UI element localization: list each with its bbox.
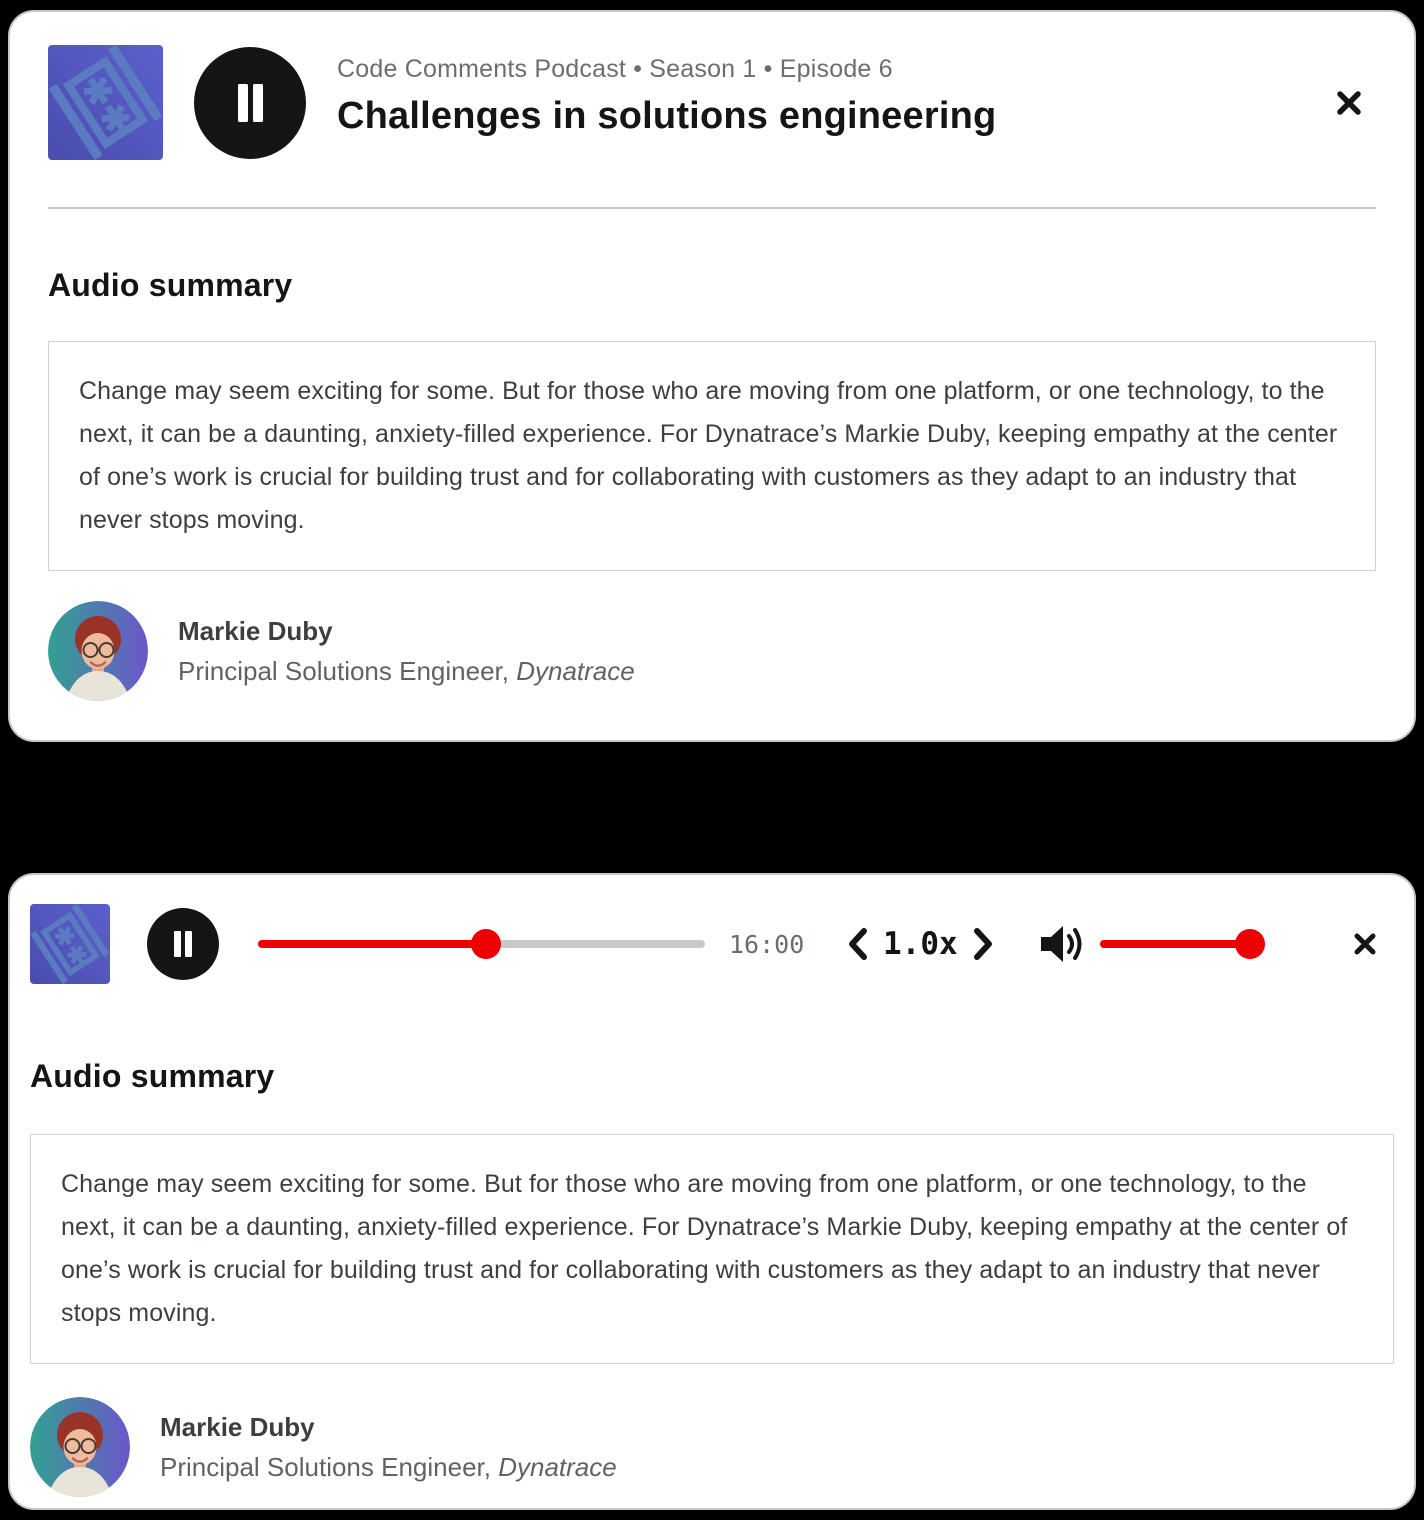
- progress-knob[interactable]: [471, 929, 501, 959]
- volume-knob[interactable]: [1235, 929, 1265, 959]
- author-name: Markie Duby: [178, 615, 333, 646]
- rate-increase-button[interactable]: [972, 927, 994, 961]
- podcast-eyebrow: Code Comments Podcast • Season 1 • Episode 6: [337, 55, 893, 83]
- progress-slider[interactable]: [258, 928, 705, 960]
- audio-summary-box: [48, 341, 1376, 571]
- author-company: Dynatrace: [498, 1451, 617, 1482]
- podcast-artwork: [48, 45, 163, 160]
- author-role: [178, 656, 635, 687]
- author-row: [30, 1397, 1394, 1497]
- episode-title: Challenges in solutions engineering: [337, 95, 997, 137]
- playback-rate-value: 1.0x: [883, 926, 958, 962]
- audio-summary-heading: Audio summary: [30, 1058, 275, 1094]
- expanded-player-card: [8, 10, 1416, 742]
- podcast-artwork-icon: [30, 904, 110, 984]
- volume-slider[interactable]: [1100, 928, 1250, 960]
- audio-summary-text: Change may seem exciting for some. But for those who are moving from one platform, or one technology, to the next, it can be a daunting, anxiety-filled experience. For Dynatrace’s Markie Duby, keeping empathy at the center of one’s work is crucial for building trust and for collaborating with customers as they adapt to an industry that never stops moving.: [61, 1170, 1348, 1327]
- speaker-icon: [1038, 923, 1086, 965]
- pause-icon: [230, 83, 270, 123]
- elapsed-time: 16:00: [729, 929, 805, 959]
- person-portrait-icon: [30, 1397, 130, 1497]
- close-button[interactable]: [1333, 87, 1365, 119]
- audio-summary-heading: Audio summary: [48, 267, 293, 303]
- avatar: [30, 1397, 130, 1497]
- author-row: [48, 601, 1376, 701]
- author-role-title: Principal Solutions Engineer,: [160, 1451, 499, 1482]
- audio-summary-box: [30, 1134, 1394, 1364]
- pause-button[interactable]: [194, 47, 306, 159]
- audio-summary-text: Change may seem exciting for some. But for those who are moving from one platform, or one technology, to the next, it can be a daunting, anxiety-filled experience. For Dynatrace’s Markie Duby, keeping empathy at the center of one’s work is crucial for building trust and for collaborating with customers as they adapt to an industry that never stops moving.: [79, 377, 1338, 534]
- author-text: [178, 616, 635, 687]
- episode-title-block: [337, 45, 996, 138]
- person-portrait-icon: [48, 601, 148, 701]
- compact-player-card: [8, 873, 1416, 1510]
- author-company: Dynatrace: [516, 655, 635, 686]
- close-icon: [1349, 928, 1381, 960]
- author-role-title: Principal Solutions Engineer,: [178, 655, 517, 686]
- progress-fill: [258, 940, 486, 948]
- author-role: [160, 1452, 617, 1483]
- avatar: [48, 601, 148, 701]
- compact-player-controls: [30, 903, 1394, 985]
- close-button[interactable]: [1349, 928, 1381, 960]
- rate-decrease-button[interactable]: [847, 927, 869, 961]
- expanded-player-header: [48, 45, 1376, 160]
- playback-rate-control: [847, 926, 994, 962]
- pause-icon: [169, 930, 197, 958]
- pause-button[interactable]: [147, 908, 219, 980]
- volume-fill: [1100, 940, 1250, 948]
- author-text: [160, 1412, 617, 1483]
- podcast-artwork-icon: [48, 45, 163, 160]
- close-icon: [1333, 87, 1365, 119]
- author-name: Markie Duby: [160, 1411, 315, 1442]
- chevron-right-icon: [972, 927, 994, 961]
- header-divider: [48, 207, 1376, 209]
- chevron-left-icon: [847, 927, 869, 961]
- mute-toggle-button[interactable]: [1038, 923, 1086, 965]
- podcast-artwork: [30, 904, 110, 984]
